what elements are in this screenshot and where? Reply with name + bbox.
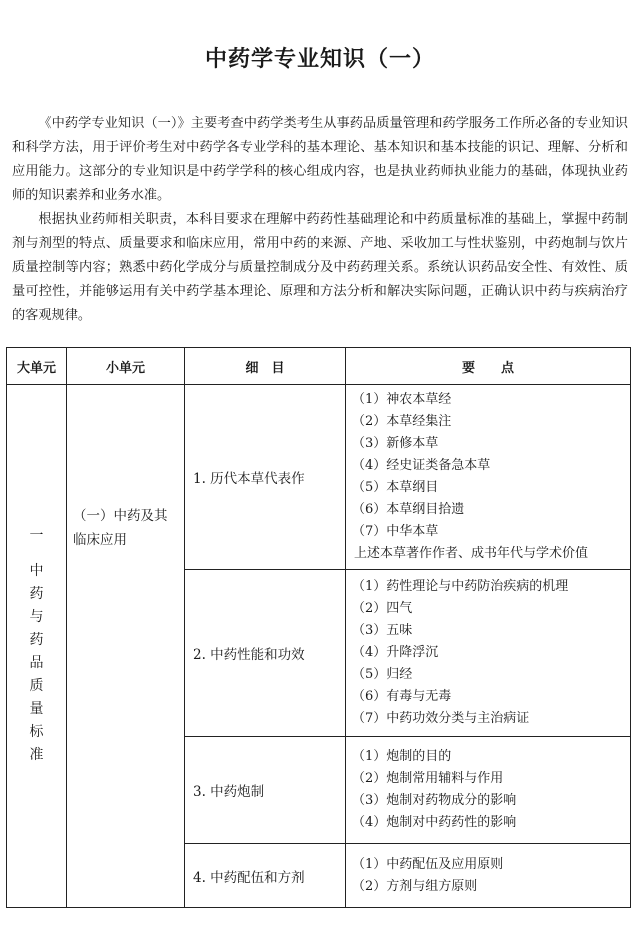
sub-unit-cell	[67, 385, 185, 908]
detail-cell	[185, 385, 346, 570]
major-unit-char: 准	[29, 747, 44, 763]
key-point: （1）药性理论与中药防治疾病的机理	[352, 579, 569, 594]
detail-label: 4. 中药配伍和方剂	[193, 869, 305, 886]
major-unit-char: 品	[29, 655, 44, 671]
points-cell	[346, 570, 631, 737]
key-point: （1）中药配伍及应用原则	[352, 856, 504, 872]
key-point: （2）方剂与组方原则	[352, 878, 478, 894]
header-key-points: 要 点	[346, 348, 631, 385]
intro-section	[12, 112, 628, 328]
intro-paragraph: 《中药学专业知识（一）》主要考查中药学类考生从事药品质量管理和药学服务工作所必备的专业知识和科学方法，用于评价考生对中药学各专业学科的基本理论、基本知识和基本技能的识记、理解、分析和应用能力。这部分的专业知识是中药学学科的核心组成内容，也是执业药师执业能力的基础，体现执业药师的知识素养和业务水准。	[12, 116, 628, 203]
header-detail: 细 目	[185, 348, 346, 385]
key-point: （3）新修本草	[352, 436, 439, 451]
detail-label: 3. 中药炮制	[193, 784, 265, 800]
key-point: （7）中药功效分类与主治病证	[352, 711, 530, 726]
detail-label: 2. 中药性能和功效	[193, 647, 305, 663]
major-unit-char: 与	[29, 609, 44, 625]
detail-cell	[185, 570, 346, 737]
key-point: （7）中华本草	[352, 524, 439, 539]
key-point: （4）升降浮沉	[352, 645, 439, 660]
major-unit-char: 药	[29, 586, 44, 602]
major-unit-char: 质	[29, 678, 44, 694]
sub-unit-label: （一）中药及其临床应用	[73, 508, 168, 548]
header-major-unit: 大单元	[7, 348, 67, 385]
syllabus-table	[6, 347, 631, 908]
key-point: （6）有毒与无毒	[352, 689, 452, 704]
key-point: （4）经史证类备急本草	[352, 458, 491, 473]
detail-cell	[185, 844, 346, 908]
page-title: 中药学专业知识（一）	[204, 47, 435, 72]
key-point: （5）归经	[352, 667, 413, 682]
key-point: （1）炮制的目的	[352, 749, 452, 764]
table-header-row	[7, 348, 631, 385]
key-point: （2）炮制常用辅料与作用	[352, 771, 504, 786]
points-cell	[346, 385, 631, 570]
major-unit-char: 药	[29, 632, 44, 648]
major-unit-char: 量	[29, 701, 44, 717]
intro-paragraph: 根据执业药师相关职责，本科目要求在理解中药药性基础理论和中药质量标准的基础上，掌握中药制剂与剂型的特点、质量要求和临床应用，常用中药的来源、产地、采收加工与性状鉴别，中药炮制与饮片质量控制等内容；熟悉中药化学成分与质量控制成分及中药药理关系。系统认识药品安全性、有效性、质量可控性，并能够运用有关中药学基本理论、原理和方法分析和解决实际问题，正确认识中药与疾病治疗的客观规律。	[12, 212, 628, 323]
key-point: （1）神农本草经	[352, 392, 452, 407]
major-unit-number: 一	[29, 528, 44, 544]
points-cell	[346, 737, 631, 844]
key-point: （3）炮制对药物成分的影响	[352, 793, 517, 808]
header-sub-unit: 小单元	[67, 348, 185, 385]
key-point: （3）五味	[352, 623, 413, 638]
key-point: （2）四气	[352, 601, 413, 616]
major-unit-char: 中	[29, 563, 44, 579]
table-row	[7, 385, 631, 570]
key-point: （5）本草纲目	[352, 480, 439, 495]
detail-cell	[185, 737, 346, 844]
key-point: （2）本草经集注	[352, 414, 452, 429]
major-unit-label	[7, 525, 66, 767]
key-point-note: 上述本草著作作者、成书年代与学术价值	[354, 546, 589, 561]
key-point: （6）本草纲目拾遗	[352, 502, 465, 517]
detail-label: 1. 历代本草代表作	[193, 471, 305, 487]
key-point: （4）炮制对中药药性的影响	[352, 815, 517, 830]
major-unit-char: 标	[29, 724, 44, 740]
major-unit-cell	[7, 385, 67, 908]
points-cell	[346, 844, 631, 908]
